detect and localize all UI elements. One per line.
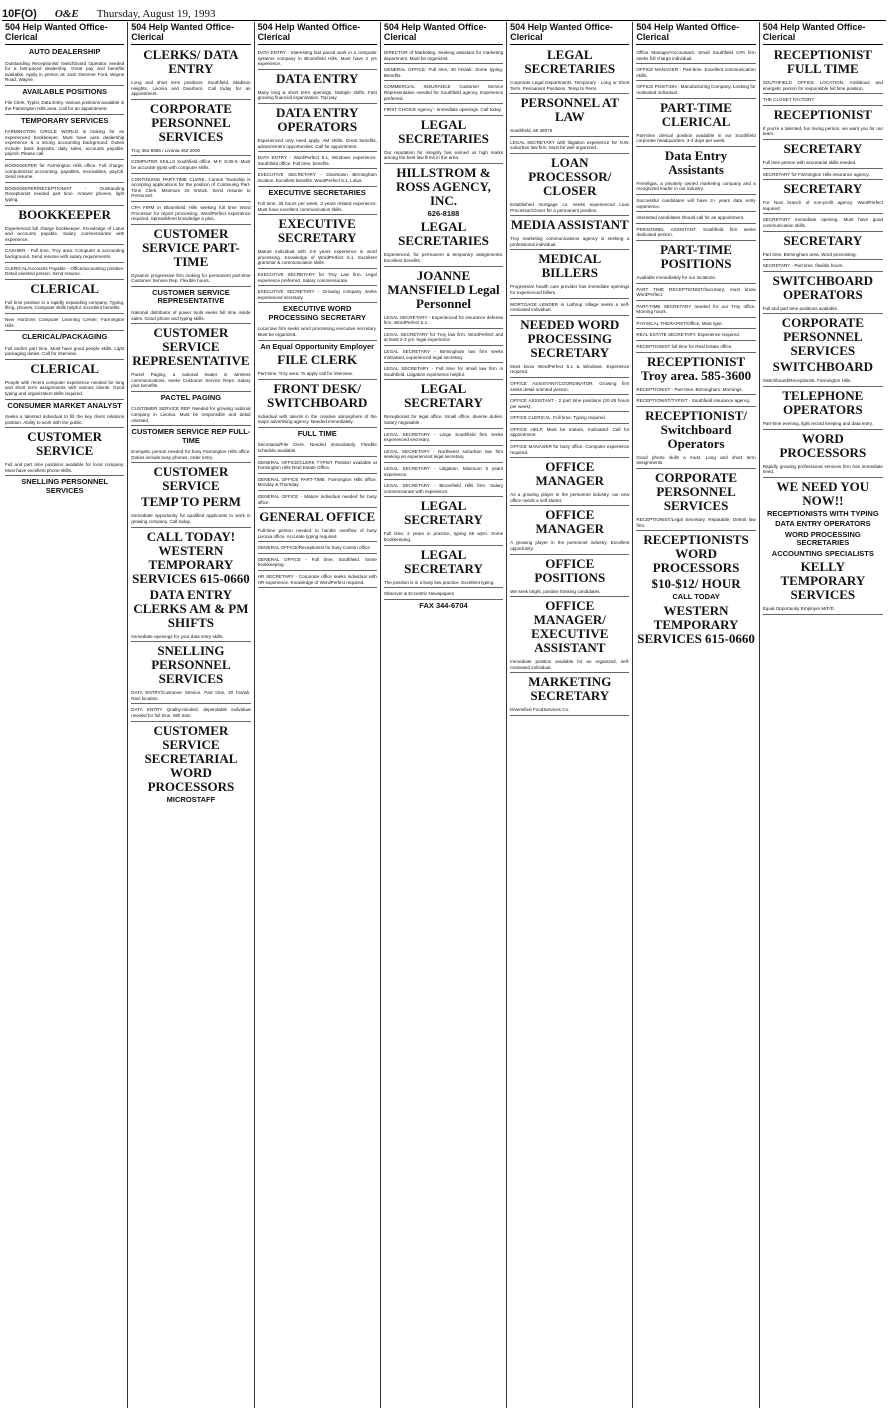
ad-text: RECEPTIONIST/Legal Secretary. Reputable, Detroit law firm. — [636, 515, 755, 531]
ad-headline: LEGAL SECRETARY — [404, 381, 483, 411]
ad-subhead: An Equal Opportunity Employer — [260, 341, 375, 351]
ad-headline: LEGAL SECRETARIES — [524, 47, 616, 76]
ad-text: CUSTOMER SERVICE REP. Needed for growing national company in Livonia. Must be responsible and detail oriented. — [131, 404, 250, 426]
classified-column — [255, 22, 381, 1408]
ad-text: Part-time evening, light record keeping and data entry. — [763, 419, 883, 430]
ad-text: BOOKKEEPER/RECEPTIONIST - Outstanding Receptionist needed part time. Answer phones, light typing. — [5, 184, 124, 206]
page-masthead — [2, 2, 886, 21]
ad-subhead: DATA ENTRY OPERATORS — [775, 519, 871, 529]
ad-text: Immediate openings for your data entry skills. — [131, 632, 250, 643]
ad-text: LEGAL SECRETARY - Experienced for insurance defense firm. WordPerfect 5.1. — [384, 313, 503, 329]
ad-headline: CORPORATE PERSONNEL SERVICES — [781, 315, 864, 359]
ad-text: DATA ENTRY/Customer Service. Part time, 20 hrs/wk. Novi location. — [131, 688, 250, 704]
ad-text: Pactel Paging, a national leader in wireless communications, seeks Customer Service Reps. Salary plus benefits. — [131, 370, 250, 392]
ad-headline: SNELLING PERSONNEL SERVICES — [151, 643, 231, 687]
ad-headline: CORPORATE PERSONNEL SERVICES — [655, 470, 738, 514]
ad-text: As a growing player in the personnel industry, our new office needs a self starter. — [510, 490, 629, 506]
ad-headline: DATA ENTRY OPERATORS — [275, 104, 359, 134]
ad-headline: HILLSTROM & ROSS AGENCY, INC. — [396, 164, 491, 208]
ad-text: Full time position in a rapidly expanding company. Typing, filing, phones. Computer skills helpful. Excellent benefits. — [5, 298, 124, 314]
ad-headline: DATA ENTRY CLERKS AM & PM SHIFTS — [133, 586, 249, 630]
ad-subhead: 626-8188 — [427, 208, 460, 218]
ad-text: For Novi branch of non-profit agency. WordPerfect required. — [763, 198, 883, 214]
ad-text: EXECUTIVE SECRETARY - Downtown Birmingham location. Excellent benefits. WordPerfect 5.1, Lotus. — [258, 170, 377, 186]
ad-headline: CALL TODAY! WESTERN TEMPORARY SERVICES 615-0660 — [132, 528, 250, 586]
ad-text: OFFICE POSITION - Manufacturing Company. Looking for motivated individual. — [636, 82, 755, 98]
ad-headline: RECEPTIONIST — [773, 106, 872, 122]
classified-column — [2, 22, 128, 1408]
ad-text: People with recent computer experience needed for long and short term assignments with various clients. Good typing and organization skills required. — [5, 378, 124, 400]
ad-text: Established mortgage co. seeks experienced Loan Processor/Closer for a permanent position. — [510, 200, 629, 216]
ad-subhead: AUTO DEALERSHIP — [28, 47, 101, 56]
ad-text: CONTINUING PART-TIME CLERK. Canton Township is accepting applications for the position of Continuing Part-Time Clerk. Minimum 20 hrs/wk. Send resume to Personnel. — [131, 175, 250, 202]
ad-headline: CUSTOMER SERVICE REPRESENTATIVE — [132, 325, 250, 369]
ad-text: LEGAL SECRETARY - Birmingham law firm seeks motivated, experienced legal secretary. — [384, 347, 503, 363]
ad-subhead: CUSTOMER SERVICE REPRESENTATIVE — [152, 287, 230, 306]
ad-headline: SECRETARY — [783, 232, 863, 248]
ad-subhead: CUSTOMER SERVICE REP FULL-TIME — [131, 427, 251, 445]
ad-text: RECEPTIONIST/TYPIST - Southfield insurance agency. — [636, 396, 755, 407]
ad-text: Our reputation for integrity has earned us high marks among the best law firms in the area. — [384, 148, 503, 164]
ad-text: CASHIER - Full time, Troy area. Computer & accounting background. Send resume with salary requirements. — [5, 246, 124, 262]
ad-headline: CORPORATE PERSONNEL SERVICES — [149, 100, 232, 144]
ad-text: Full time, 35 hours per week, 3 years related experience. Must have excellent communication skills. — [258, 199, 377, 215]
column-heading: 504 Help Wanted Office-Clerical — [384, 22, 503, 45]
ad-text: Good phone skills a must. Long and short term assignments. — [636, 453, 755, 469]
ad-text: PART-TIME SECRETARY needed for our Troy office. Morning hours. — [636, 302, 755, 318]
ad-headline: GENERAL OFFICE — [259, 509, 376, 525]
ad-text: LEGAL SECRETARY with litigation experience for N.W. suburban law firm. Must be well organized. — [510, 138, 629, 154]
ad-headline: MARKETING SECRETARY — [528, 674, 612, 704]
ad-text: Switchboard/Receptionist. Farmington Hills. — [763, 376, 883, 387]
ad-text: CLERICAL/Accounts Payable - Office/accounting position. Detail oriented person. Send resume. — [5, 264, 124, 280]
ad-headline: MEDIA ASSISTANT — [510, 217, 629, 233]
column-heading: 504 Help Wanted Office-Clerical — [258, 22, 377, 45]
ad-subhead: MICROSTAFF — [166, 794, 216, 804]
ad-headline: SWITCHBOARD OPERATORS — [772, 272, 874, 302]
ad-text: Receptionist for legal office. Small office, diverse duties. Salary negotiable. — [384, 412, 503, 428]
ad-text: The position is in a busy law practice. Excellent typing. — [384, 578, 503, 589]
ad-text: Dynamic progressive firm looking for permanent part-time Customer Service Rep. Flexible hours. — [131, 271, 250, 287]
ad-subhead: AVAILABLE POSITIONS — [22, 86, 107, 96]
ad-headline: $10-$12/ HOUR — [651, 576, 741, 592]
ad-text: Rapidly growing professional services firm has immediate need. — [763, 462, 883, 478]
ad-headline: PART-TIME CLERICAL — [660, 99, 732, 129]
ad-text: OFFICE ASSISTANT/COORDINATOR. Growing firm seeks detail oriented person. — [510, 379, 629, 395]
ad-text: Observer & Eccentric Newspapers — [384, 589, 503, 600]
ad-headline: RECEPTIONIST/ Switchboard Operators — [645, 407, 747, 451]
ad-subhead: WORD PROCESSING SECRETARIES — [784, 529, 861, 548]
ad-headline: OFFICE MANAGER/ EXECUTIVE ASSISTANT — [531, 598, 609, 656]
ad-text: HR SECRETARY - Corporate office seeks individual with HR experience. Knowledge of WordPerfect required. — [258, 572, 377, 588]
ad-headline: RECEPTIONIST FULL TIME — [773, 47, 872, 76]
ad-text: OFFICE MANAGER - Part-time. Excellent communication skills. — [636, 65, 755, 81]
ad-text: Successful candidates will have 2+ years data entry experience. — [636, 196, 755, 212]
ad-text: Part time, Birmingham area. Word processing. — [763, 250, 883, 261]
ad-text: Experienced, for permanent & temporary assignments. Excellent benefits. — [384, 250, 503, 266]
ad-headline: SWITCHBOARD — [772, 359, 874, 375]
ad-text: MORTGAGE LENDER in Lathrup Village seeks a self-motivated individual. — [510, 300, 629, 316]
paper-name: O&E — [54, 8, 79, 20]
ad-subhead: CALL TODAY — [672, 592, 720, 602]
ad-text: Equal Opportunity Employer M/F/D — [763, 604, 883, 615]
ad-text: EXECUTIVE SECRETARY - Growing company seeks experienced secretary. — [258, 287, 377, 303]
ad-headline: BOOKKEEPER — [18, 206, 111, 222]
ad-subhead: EXECUTIVE SECRETARIES — [268, 187, 366, 197]
ad-text: Secretarial/File Clerk. Needed immediately. Flexible schedule available. — [258, 440, 377, 456]
ad-headline: WESTERN TEMPORARY SERVICES 615-0660 — [637, 602, 755, 646]
ad-subhead: TEMPORARY SERVICES — [20, 115, 109, 125]
ad-headline: CLERKS/ DATA ENTRY — [143, 47, 239, 76]
ad-headline: Data Entry Assistants — [664, 147, 728, 177]
ad-text: Outstanding Receptionist/ Switchboard Operator needed for a fast-paced dealership. Great pay and benefits available. Apply in person at: Jack Demmer Ford, Wayne Road, Wayne. — [5, 59, 124, 86]
ad-headline: PART-TIME POSITIONS — [660, 241, 732, 271]
ad-text: LEGAL SECRETARY - Litigation. Minimum 5 years experience. — [384, 464, 503, 480]
ad-text: SECRETARY - Part time, flexible hours. — [763, 261, 883, 272]
column-heading: 504 Help Wanted Office-Clerical — [131, 22, 250, 45]
ad-text: File Clerk, Typist, Data Entry. Various positions available in the Farmington Hills area. Call for an appointment. — [5, 98, 124, 114]
ad-headline: CUSTOMER SERVICE — [153, 464, 229, 494]
classified-column — [507, 22, 633, 1408]
ad-text: GENERAL OFFICE PART-TIME. Farmington Hills office. Monday & Thursday. — [258, 475, 377, 491]
ad-headline: KELLY TEMPORARY SERVICES — [780, 559, 866, 603]
ad-headline: OFFICE POSITIONS — [534, 555, 606, 585]
ad-text: Part-time, Troy area. To apply call for interview. — [258, 369, 377, 380]
classified-column — [128, 22, 254, 1408]
ad-text: Immediate position available for an organized, self-motivated individual. — [510, 657, 629, 673]
ad-text: Full time person with secretarial skills needed. — [763, 158, 883, 169]
ad-text: Individual with talents in the creative atmosphere of the major advertising agency. Needed immediately. — [258, 412, 377, 428]
ad-text: Experienced full charge bookkeeper. Knowledge of Lotus and accounts payable. Salary commensurate with experience. — [5, 224, 124, 246]
ad-text: Mature individual with 3-5 years experience in word processing. Knowledge of WordPerfect 5.1, Excellent grammar & communication skills. — [258, 247, 377, 269]
ad-headline: LEGAL SECRETARY — [404, 498, 483, 528]
ad-headline: CLERICAL — [30, 280, 99, 296]
page-number: 10F(O) — [2, 8, 37, 20]
ad-text: RECEPTIONIST full time for Real Estate office. — [636, 342, 755, 353]
issue-date: Thursday, August 19, 1993 — [96, 8, 216, 20]
ad-text: Diversified FoodServices Co. — [510, 705, 629, 716]
ad-subhead: EXECUTIVE WORD PROCESSING SECRETARY — [268, 304, 366, 322]
ad-headline: SECRETARY — [783, 181, 863, 197]
ad-text: Full and part time positions available for local company. Must have excellent phone skills. — [5, 460, 124, 476]
ad-text: Full and/or part time. Must have good people skills. Light packaging duties. Call for interview. — [5, 344, 124, 360]
column-heading: 504 Help Wanted Office-Clerical — [510, 22, 629, 45]
ad-subhead: CONSUMER MARKET ANALYST — [7, 400, 122, 410]
ad-text: DIRECTOR of Marketing. Seeking assistant for marketing department. Must be organized. — [384, 48, 503, 64]
ad-subhead: FAX 344-6704 — [419, 600, 468, 610]
ad-text: Immediate opportunity for qualified applicants to work in growing company. Call today. — [131, 511, 250, 527]
ad-subhead: ACCOUNTING SPECIALISTS — [771, 548, 874, 558]
ad-text: PERSONNEL ASSISTANT. Southfield firm seeks dedicated person. — [636, 225, 755, 241]
ad-text: Full time, 2 years in practice, typing 65 wpm. Some bookkeeping. — [384, 529, 503, 545]
ad-headline: OFFICE MANAGER — [535, 459, 605, 489]
ad-text: BOOKKEEPER for Farmington Hills office. Full charge, computerized accounting, payables, receivables, payroll. Send resume. — [5, 161, 124, 183]
ad-text: OFFICE CLERICAL. Full time. Typing required. — [510, 413, 629, 424]
ad-text: SECRETARY for Farmington Hills insurance agency. — [763, 170, 883, 181]
ad-headline: OFFICE MANAGER — [535, 507, 605, 537]
classified-column — [381, 22, 507, 1408]
ad-headline: FRONT DESK/ SWITCHBOARD — [266, 380, 368, 410]
ad-text: Full and part time positions available. — [763, 304, 883, 315]
ad-text: National distributor of power tools seeks full time inside sales. Good phone and typing skills. — [131, 308, 250, 324]
ad-headline: CUSTOMER SERVICE SECRETARIAL WORD PROCESSORS — [144, 722, 238, 794]
classified-columns — [2, 22, 886, 1408]
ad-headline: SECRETARY — [783, 140, 863, 156]
ad-text: LEGAL SECRETARY for Troy law firm. WordPerfect and at least 2-3 yrs. legal experience. — [384, 330, 503, 346]
ad-text: PHYSICAL THERAPIST/Office. Must type. — [636, 319, 755, 330]
ad-headline: CUSTOMER SERVICE PART-TIME — [142, 225, 240, 269]
ad-text: OFFICE MANAGER for busy office. Computer experience required. — [510, 442, 629, 458]
ad-text: Full-time person needed to handle overflow of busy Livonia office. Accurate typing required. — [258, 526, 377, 542]
ad-text: OFFICE HELP. Must be mature, motivated. Call for appointment. — [510, 425, 629, 441]
ad-text: SECRETARY Immediate opening. Must have good communication skills. — [763, 215, 883, 231]
ad-text: THE CLOSET FACTORY — [763, 95, 883, 106]
ad-headline: LEGAL SECRETARY — [404, 546, 483, 576]
ad-text: GENERAL OFFICE/Receptionist for busy Canton office. — [258, 543, 377, 554]
ad-text: COMMERCIAL INSURANCE Customer Service Representative needed for Southfield agency. Experience preferred. — [384, 82, 503, 104]
classified-column — [633, 22, 759, 1408]
ad-text: If you're a talented, fun loving person, we want you for our team. — [763, 124, 883, 140]
ad-headline: NEEDED WORD PROCESSING SECRETARY — [520, 316, 620, 360]
ad-text: Progressive health care provider has immediate openings for experienced billers. — [510, 282, 629, 298]
ad-text: LEGAL SECRETARY - Full time for small law firm in Southfield. Litigation experience helpful. — [384, 364, 503, 380]
ad-text: GENERAL OFFICE - Full time, Southfield. Some bookkeeping. — [258, 555, 377, 571]
ad-text: FARMINGTON CIRCLE WORLD is looking for an experienced bookkeeper. Must have auto dealership experience & a strong accounting background. Duties include: bank deposits, daily sales, accounts payable, payroll. Please call. — [5, 127, 124, 160]
ad-text: CPA FIRM in Bloomfield Hills seeking full time Word Processor for report processing. WordPerfect experience required. Spreadsheet knowledge a plus. — [131, 203, 250, 225]
column-heading: 504 Help Wanted Office-Clerical — [636, 22, 755, 45]
ad-headline: RECEPTIONIST Troy area. 585-3600 — [640, 353, 752, 383]
ad-text: LEGAL SECRETARY - Bloomfield Hills firm. Salary commensurate with experience. — [384, 481, 503, 497]
ad-headline: RECEPTIONISTS WORD PROCESSORS — [643, 532, 749, 576]
ad-text: FIRST CHOICE Agency - Immediate openings. Call today. — [384, 105, 503, 116]
ad-headline: WE NEED YOU NOW!! — [776, 478, 870, 508]
ad-text: OFFICE ASSISTANT - 2 part time positions (20-25 hours per week). — [510, 396, 629, 412]
ad-text: Ferrellgas, a privately owned marketing company and a recognized leader in our industry. — [636, 179, 755, 195]
ad-subhead: RECEPTIONISTS WITH TYPING — [767, 508, 879, 518]
ad-text: Southfield, MI 48075 — [510, 126, 629, 137]
ad-text: REAL ESTATE SECRETARY. Experience required. — [636, 330, 755, 341]
ad-headline: LOAN PROCESSOR/ CLOSER — [528, 154, 612, 198]
column-heading: 504 Help Wanted Office-Clerical — [763, 22, 883, 45]
ad-headline: EXECUTIVE SECRETARY — [277, 216, 357, 246]
ad-text: A growing player in the personnel industry. Excellent opportunity. — [510, 538, 629, 554]
ad-headline: CUSTOMER SERVICE — [27, 429, 103, 459]
ad-text: Local law firm seeks word processing executive secretary. Must be organized. — [258, 324, 377, 340]
ad-text: Troy 362-8686 / Livonia 462-2000 — [131, 146, 250, 157]
ad-text: GENERAL OFFICE/CLERK TYPIST Position available at Farmington Hills Real Estate Office. — [258, 458, 377, 474]
ad-text: Experienced only need apply. AM shifts. Great benefits, advancement opportunities. Call for appointment. — [258, 136, 377, 152]
ad-text: DATA ENTRY Quality-minded, dependable individual needed for full time. Will train. — [131, 705, 250, 721]
ad-headline: LEGAL SECRETARIES — [398, 219, 489, 249]
ad-headline: PERSONNEL AT LAW — [520, 95, 619, 125]
ad-headline: TEMP TO PERM — [140, 494, 241, 510]
ad-headline: FILE CLERK — [277, 352, 358, 368]
ad-text: Part-time clerical position available in our Southfield corporate headquarters. 3-4 days per week. — [636, 131, 755, 147]
ad-text: Corporate Legal Departments. Temporary - Long or Short Term. Permanent Positions. Temp to Perm. — [510, 78, 629, 94]
ad-headline: WORD PROCESSORS — [779, 430, 867, 460]
ad-headline: CLERICAL — [30, 360, 99, 376]
ad-text: GENERAL OFFICE - Mature individual needed for busy office. — [258, 492, 377, 508]
ad-text: New Horizons Computer Learning Center, Farmington Hills. — [5, 315, 124, 331]
column-heading: 504 Help Wanted Office-Clerical — [5, 22, 124, 45]
ad-text: Seeks a talented individual to fill the key client relations position. Ability to work with the public. — [5, 412, 124, 428]
ad-headline: LEGAL SECRETARIES — [398, 116, 489, 146]
ad-subhead: CLERICAL/PACKAGING — [22, 332, 108, 342]
ad-headline: JOANNE MANSFIELD Legal Personnel — [387, 267, 500, 311]
ad-headline: DATA ENTRY — [275, 70, 359, 86]
ad-text: RECEPTIONIST - Part-time, Birmingham. Mornings. — [636, 385, 755, 396]
ad-text: SOUTHFIELD OFFICE LOCATION. Ambitious and energetic person for responsible full time position. — [763, 78, 883, 94]
ad-text: Long and short term positions. Southfield, Madison Heights, Livonia and Dearborn. Call today for an appointment. — [131, 78, 250, 100]
ad-subhead: SNELLING PERSONNEL SERVICES — [21, 477, 108, 495]
ad-text: PART TIME RECEPTIONIST/Secretary, must know WordPerfect. — [636, 285, 755, 301]
ad-text: COMPUTER SKILLS Southfield office. M-F, 8:30-5. Must be accurate typist with computer skills. — [131, 157, 250, 173]
ad-text: We seek bright, positive thinking candidates. — [510, 587, 629, 598]
ad-text: LEGAL SECRETARY - Large Southfield firm seeks experienced secretary. — [384, 430, 503, 446]
ad-subhead: FULL TIME — [297, 428, 337, 438]
ad-text: Office Manager/Accountant. Small Southfield CPA firm seeks full charge individual. — [636, 48, 755, 64]
ad-headline: TELEPHONE OPERATORS — [782, 387, 864, 417]
ad-text: Many long & short term openings. Multiple shifts. Fast growing financial organization. Top pay. — [258, 88, 377, 104]
ad-text: Available immediately for our locations. — [636, 273, 755, 284]
ad-text: Energetic person needed for busy Farmington Hills office. Duties include busy phones, order entry. — [131, 447, 250, 463]
ad-text: DATA ENTRY - WordPerfect 5.1, Windows experience. Southfield office. Full time, benefits. — [258, 153, 377, 169]
ad-text: Must know WordPerfect 5.1 & Windows. Experience required. — [510, 362, 629, 378]
classified-column — [760, 22, 886, 1408]
ad-subhead: PACTEL PAGING — [160, 392, 222, 402]
ad-text: LEGAL SECRETARY - Northwest suburban law firm seeking an experienced legal secretary. — [384, 447, 503, 463]
ad-text: DATA ENTRY - Interesting fast paced work in a computer systems company in Bloomfield Hills. Must have 2 yrs experience. — [258, 48, 377, 70]
ad-text: EXECUTIVE SECRETARY for Troy Law firm. Legal experience preferred. Salary commensurate. — [258, 270, 377, 286]
ad-text: Troy marketing communications agency is seeking a professional individual. — [510, 234, 629, 250]
ad-headline: MEDICAL BILLERS — [538, 251, 602, 281]
ad-text: Interested candidates should call for an appointment. — [636, 213, 755, 224]
ad-text: GENERAL OFFICE: Full time, 40 hrs/wk. Some typing. Benefits. — [384, 65, 503, 81]
